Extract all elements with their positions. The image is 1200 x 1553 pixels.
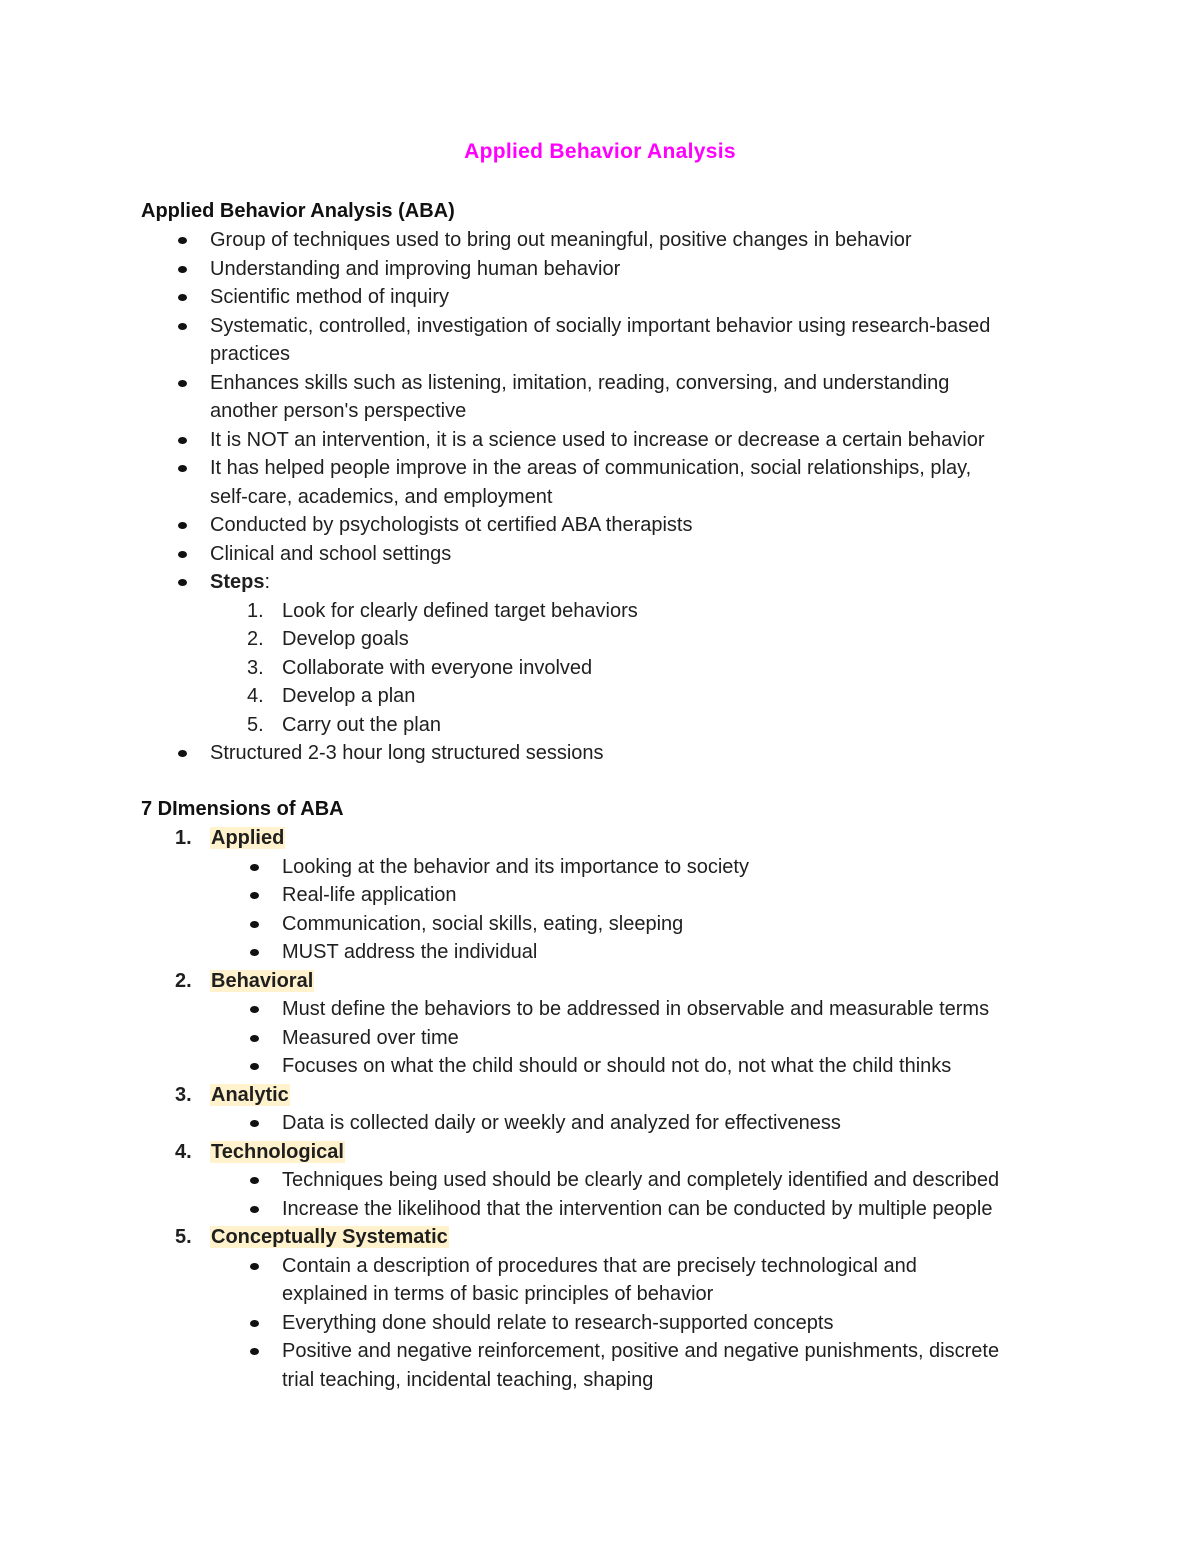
dimension-number: 2.	[175, 969, 192, 992]
bullet-icon	[250, 949, 259, 956]
dimension-name-highlight: Behavioral	[211, 969, 314, 992]
steps-label-text: Steps	[210, 571, 265, 593]
bullet-icon	[250, 1320, 259, 1327]
list-item-text: MUST address the individual	[282, 941, 538, 963]
list-item-text: Understanding and improving human behavior	[210, 257, 621, 280]
bullet-icon	[250, 1177, 259, 1184]
bullet-icon	[178, 437, 187, 444]
dimension-name	[210, 824, 285, 852]
step-text: Collaborate with everyone involved	[282, 656, 593, 679]
step-text: Look for clearly defined target behaviors	[282, 599, 638, 622]
bullet-icon	[250, 1348, 259, 1355]
list-item-text: Increase the likelihood that the intervention can be conducted by multiple people	[282, 1197, 993, 1220]
bullet-icon	[250, 921, 259, 928]
list-item-text: self-care, academics, and employment	[210, 485, 553, 508]
list-item-text: practices	[210, 343, 291, 365]
dimension-name-highlight: Analytic	[211, 1083, 289, 1106]
dimension-name	[210, 967, 314, 995]
bullet-icon	[178, 551, 187, 558]
list-item-text: Data is collected daily or weekly and analyzed for effectiveness	[282, 1112, 841, 1134]
bullet-icon	[178, 323, 187, 330]
bullet-icon	[178, 237, 187, 244]
step-number: 1.	[247, 599, 264, 622]
document-title: Applied Behavior Analysis	[464, 140, 736, 163]
bullet-icon	[178, 522, 187, 529]
bullet-icon	[178, 380, 187, 387]
step-number: 5.	[247, 713, 264, 736]
bullet-icon	[250, 1206, 259, 1213]
list-item-text: Communication, social skills, eating, sleeping	[282, 912, 684, 935]
bullet-icon	[250, 1035, 259, 1042]
list-item-text: It is NOT an intervention, it is a science used to increase or decrease a certain behavior	[210, 428, 985, 451]
dimension-name-highlight: Applied	[211, 827, 285, 849]
step-number: 4.	[247, 685, 264, 707]
dimension-number: 1.	[175, 827, 192, 849]
list-item-text: Clinical and school settings	[210, 542, 452, 565]
bullet-icon	[178, 465, 187, 472]
dimension-number: 3.	[175, 1083, 192, 1106]
dimension-name-highlight: Conceptually Systematic	[211, 1226, 448, 1248]
list-item-text: another person's perspective	[210, 400, 467, 422]
step-number: 2.	[247, 628, 264, 650]
dimension-name	[210, 1223, 449, 1251]
list-item-text: trial teaching, incidental teaching, shaping	[282, 1368, 654, 1391]
list-item-text: Systematic, controlled, investigation of socially important behavior using research-based	[210, 314, 991, 337]
dimension-name	[210, 1081, 290, 1109]
step-text: Carry out the plan	[282, 713, 441, 736]
list-item-text: Scientific method of inquiry	[210, 286, 450, 308]
section-heading-aba: Applied Behavior Analysis (ABA)	[141, 200, 455, 222]
list-item-text: Structured 2-3 hour long structured sessions	[210, 742, 604, 764]
dimension-name	[210, 1138, 345, 1166]
list-item-text: Techniques being used should be clearly and completely identified and described	[282, 1169, 1000, 1191]
list-item-text: Conducted by psychologists ot certified ABA therapists	[210, 514, 693, 536]
steps-label	[210, 568, 270, 596]
dimension-name-highlight: Technological	[211, 1140, 344, 1163]
bullet-icon	[250, 1063, 259, 1070]
list-item-text: Real-life application	[282, 884, 457, 906]
list-item-text: Group of techniques used to bring out meaningful, positive changes in behavior	[210, 229, 912, 251]
list-item-text: Measured over time	[282, 1026, 459, 1049]
list-item-text: It has helped people improve in the areas of communication, social relationships, play,	[210, 457, 972, 479]
step-number: 3.	[247, 656, 264, 679]
list-item-text: explained in terms of basic principles of behavior	[282, 1283, 714, 1305]
bullet-icon	[250, 1006, 259, 1013]
bullet-icon	[250, 1120, 259, 1127]
step-text: Develop a plan	[282, 685, 416, 707]
list-item-text: Looking at the behavior and its importance to society	[282, 855, 749, 878]
bullet-icon	[178, 579, 187, 586]
steps-colon: :	[264, 571, 271, 593]
list-item-text: Positive and negative reinforcement, positive and negative punishments, discrete	[282, 1340, 1000, 1362]
bullet-icon	[250, 864, 259, 871]
bullet-icon	[178, 294, 187, 301]
list-item-text: Everything done should relate to research-supported concepts	[282, 1311, 834, 1334]
list-item-text: Must define the behaviors to be addressed in observable and measurable terms	[282, 998, 990, 1020]
list-item-text: Contain a description of procedures that are precisely technological and	[282, 1254, 917, 1277]
bullet-icon	[178, 266, 187, 273]
bullet-icon	[178, 750, 187, 757]
list-item-text: Focuses on what the child should or should not do, not what the child thinks	[282, 1055, 952, 1077]
dimension-number: 4.	[175, 1140, 192, 1163]
dimension-number: 5.	[175, 1226, 192, 1248]
section-heading-dimensions: 7 DImensions of ABA	[141, 798, 344, 820]
bullet-icon	[250, 1263, 259, 1270]
bullet-icon	[250, 892, 259, 899]
list-item-text: Enhances skills such as listening, imitation, reading, conversing, and understanding	[210, 371, 950, 394]
step-text: Develop goals	[282, 628, 409, 650]
